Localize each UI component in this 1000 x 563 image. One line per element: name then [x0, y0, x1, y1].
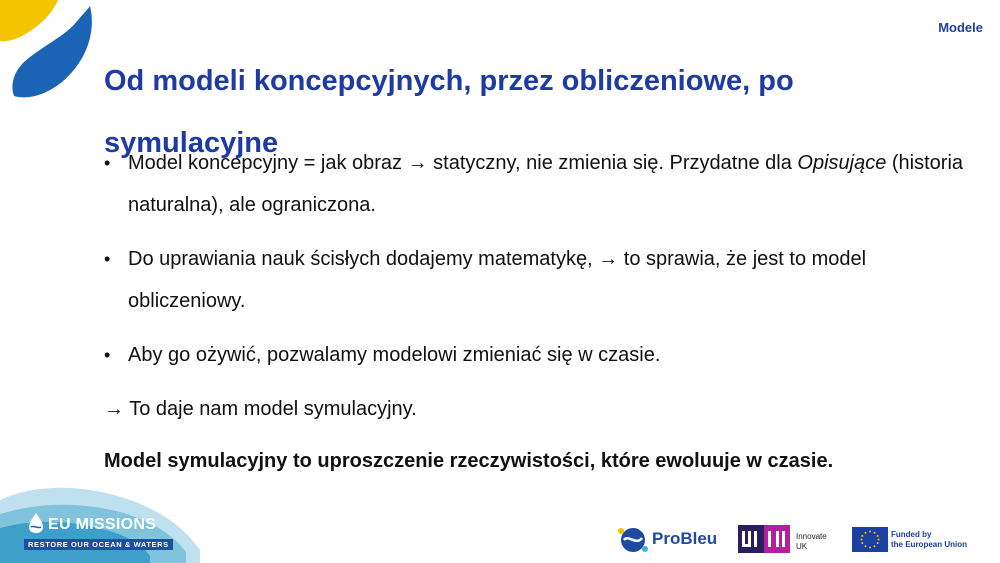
ukri-logo-icon [738, 525, 790, 553]
slide-content [104, 142, 984, 482]
result-line: → To daje nam model symulacyjny. [104, 398, 417, 420]
funded-line1: Funded by [891, 530, 932, 539]
bullet-text: Aby go ożywić, pozwalamy modelowi zmieniać się w czasie. [128, 344, 661, 366]
probleu-logo-text: ProBleu [652, 529, 718, 548]
conclusion-statement: Model symulacyjny to uproszczenie rzeczywistości, które ewoluuje w czasie. [104, 450, 834, 472]
bullet-text: Model koncepcyjny = jak obraz → statyczny, nie zmienia się. Przydatne dla [128, 152, 798, 174]
innovate-uk-text [796, 532, 846, 552]
section-label: Modele [938, 20, 983, 35]
slide-title: Od modeli koncepcyjnych, przez obliczeniowe, po symulacyjne [104, 65, 794, 159]
eu-missions-title: EU MISSIONS [48, 516, 157, 533]
bullet-item [104, 334, 984, 376]
eu-flag-icon [852, 527, 888, 552]
mission-logo-icon [0, 0, 100, 100]
bullet-text: Do uprawiania nauk ścisłych dodajemy matematykę, → to sprawia, że jest to model obliczeniowy. [128, 248, 867, 312]
water-drop-icon [26, 512, 46, 534]
bullet-emphasis: Opisujące [797, 152, 887, 174]
bullet-text-tail: (historia naturalna), ale ograniczona. [128, 152, 964, 216]
innovate-uk-line1: Innovate [796, 532, 827, 541]
bullet-item [104, 238, 984, 322]
funded-by-eu-text [891, 530, 991, 550]
eu-missions-subtitle: RESTORE OUR OCEAN & WATERS [24, 539, 173, 550]
probleu-logo-icon [616, 525, 650, 555]
bullet-item [104, 142, 984, 226]
innovate-uk-line2: UK [796, 542, 808, 551]
funded-line2: the European Union [891, 540, 967, 549]
